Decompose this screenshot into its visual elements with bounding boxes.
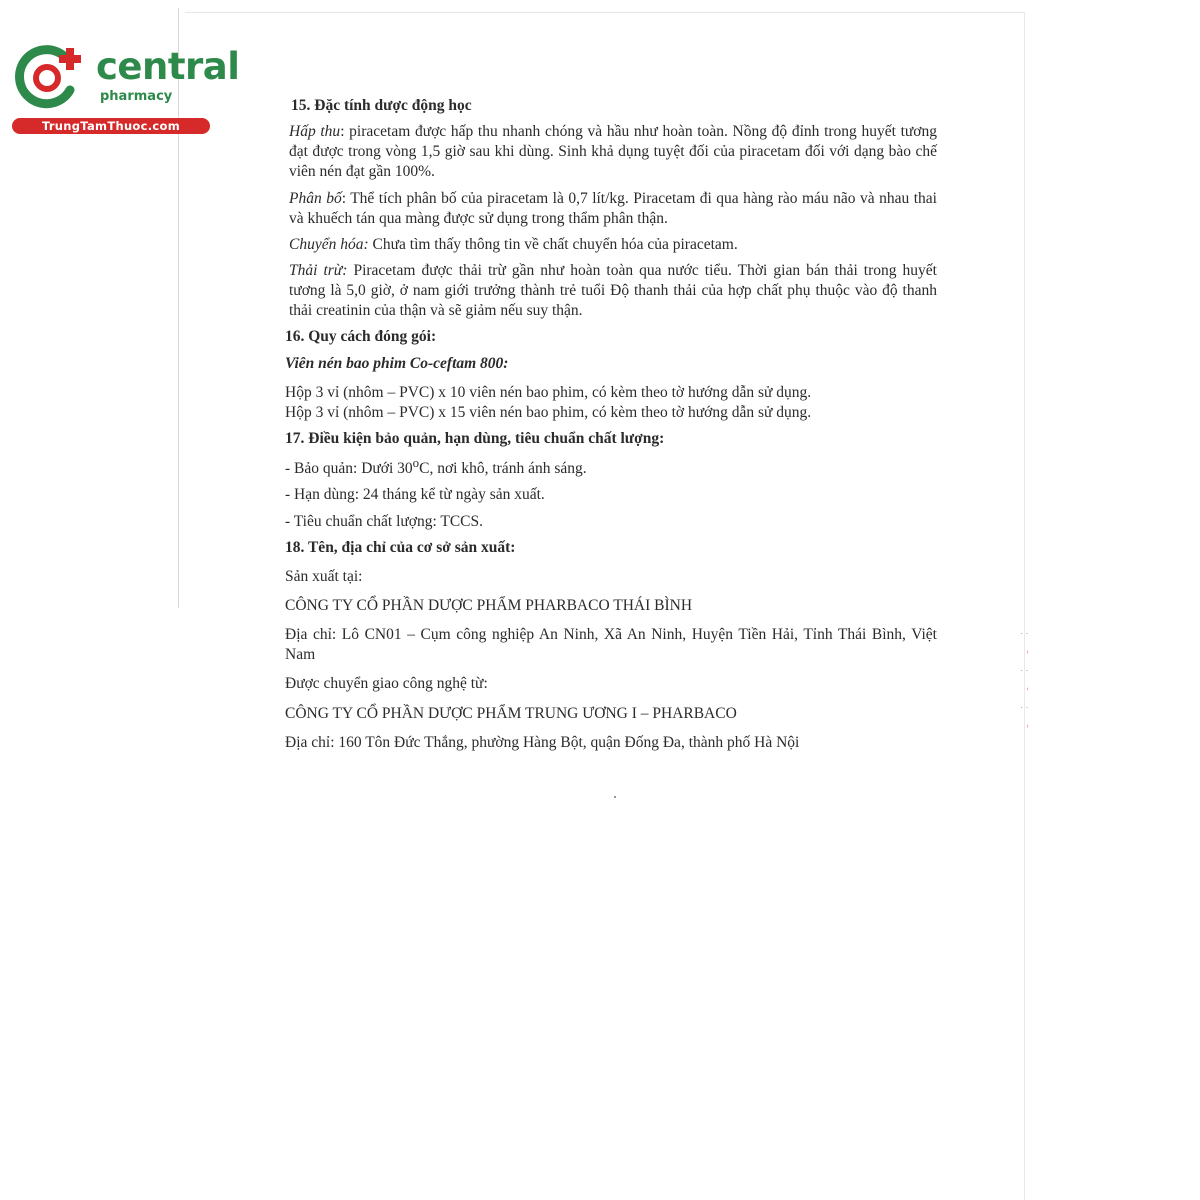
storage-text-pre: - Bảo quản: Dưới 30	[285, 460, 413, 478]
distribution-label: Phân bố	[289, 189, 342, 207]
transferor-name: CÔNG TY CỔ PHẦN DƯỢC PHẨM TRUNG ƯƠNG I – PHARBACO	[285, 704, 737, 722]
elimination-text: Piracetam được thải trừ gần như hoàn toàn qua nước tiểu. Thời gian bán thải trong huyết tương là 5,0 giờ, ở nam giới trưởng thành trẻ tuổi Độ thanh thải của hợp chất phụ thuộc vào độ thanh thải creatinin của thận và sẽ giảm nếu suy thận.	[289, 261, 937, 320]
degree-superscript: o	[412, 455, 420, 471]
metabolism-text: Chưa tìm thấy thông tin về chất chuyển hóa của piracetam.	[368, 235, 738, 253]
elimination-label: Thải trừ:	[289, 261, 348, 279]
pack-option-2: Hộp 3 vỉ (nhôm – PVC) x 15 viên nén bao phim, có kèm theo tờ hướng dẫn sử dụng.	[285, 403, 812, 421]
scan-speck	[614, 796, 616, 798]
pack-option-1: Hộp 3 vỉ (nhôm – PVC) x 10 viên nén bao phim, có kèm theo tờ hướng dẫn sử dụng.	[285, 383, 812, 401]
section-16-heading: 16. Quy cách đóng gói:	[285, 328, 437, 346]
manufacturer-name: CÔNG TY CỔ PHẦN DƯỢC PHẨM PHARBACO THÁI BÌNH	[285, 596, 693, 614]
section-18-heading: 18. Tên, địa chỉ của cơ sở sản xuất:	[285, 538, 516, 556]
made-at-label: Sản xuất tại:	[285, 567, 363, 585]
manufacturer-address: Địa chỉ: Lô CN01 – Cụm công nghiệp An Ninh, Xã An Ninh, Huyện Tiền Hải, Tỉnh Thái Bình, Việt Nam	[285, 626, 937, 664]
pharmacy-cross-logo-icon	[10, 38, 88, 116]
quality-standard-line: - Tiêu chuẩn chất lượng: TCCS.	[285, 512, 484, 530]
section-17-heading: 17. Điều kiện bảo quản, hạn dùng, tiêu chuẩn chất lượng:	[285, 429, 665, 447]
elimination-paragraph	[289, 261, 937, 321]
technology-transfer-label: Được chuyển giao công nghệ từ:	[285, 675, 488, 693]
metabolism-label: Chuyển hóa:	[289, 235, 369, 253]
distribution-text: : Thể tích phân bố của piracetam là 0,7 lít/kg. Piracetam đi qua hàng rào máu não và nhau thai và khuếch tán qua màng được sử dụng trong thẩm phân thận.	[289, 189, 937, 227]
storage-text-post: C, nơi khô, tránh ánh sáng.	[419, 460, 587, 478]
section-15-heading: 15. Đặc tính dược động học	[291, 97, 472, 114]
metabolism-paragraph	[289, 235, 937, 255]
red-stamp-edge-marks: ⁚ ˘ ⁚ ˘ ⁚ ˘	[1018, 632, 1028, 735]
central-pharmacy-logo	[10, 38, 240, 138]
scan-edge-right	[1024, 12, 1025, 1200]
absorption-paragraph	[289, 122, 937, 182]
logo-website-banner: TrungTamThuoc.com	[12, 118, 210, 134]
transferor-address: Địa chỉ: 160 Tôn Đức Thắng, phường Hàng Bột, quận Đống Đa, thành phố Hà Nội	[285, 733, 800, 751]
storage-line	[285, 455, 937, 479]
shelf-life-line: - Hạn dùng: 24 tháng kể từ ngày sản xuất.	[285, 486, 545, 504]
absorption-text: : piracetam được hấp thu nhanh chóng và hầu như hoàn toàn. Nồng độ đỉnh trong huyết tương đạt được trong vòng 1,5 giờ sau khi dùng. Sinh khả dụng tuyệt đối của piracetam đối với dạng bào chế viên nén đạt gần 100%.	[289, 123, 937, 181]
distribution-paragraph	[289, 189, 937, 229]
logo-tagline: pharmacy	[100, 89, 173, 104]
document-body	[285, 94, 937, 753]
scan-edge-top	[185, 12, 1025, 13]
absorption-label: Hấp thu	[289, 123, 341, 141]
logo-brand-text: central	[96, 45, 240, 88]
product-name: Viên nén bao phim Co-ceftam 800:	[285, 354, 509, 372]
